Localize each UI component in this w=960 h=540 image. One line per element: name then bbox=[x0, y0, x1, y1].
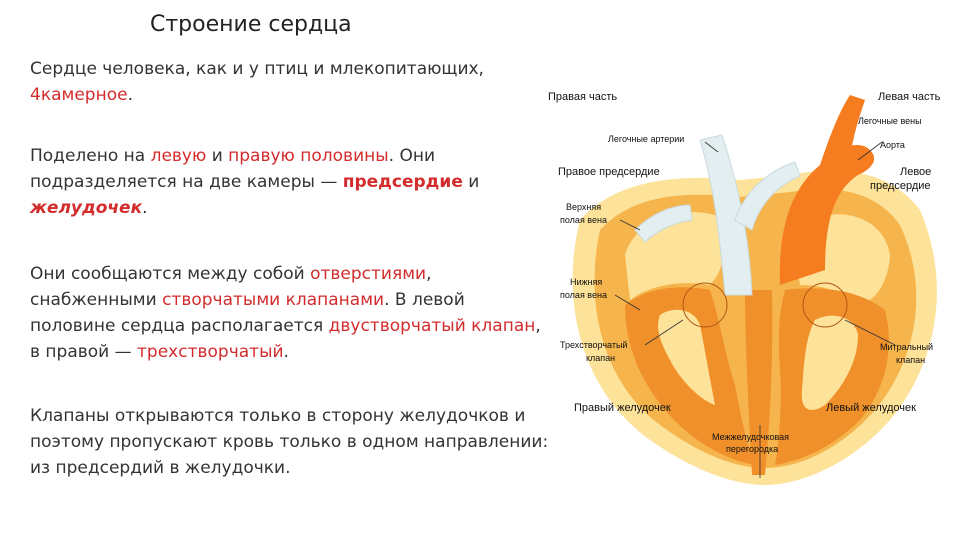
label-right-atrium: Правое предсердие bbox=[558, 166, 660, 178]
paragraph-direction: Клапаны открываются только в сторону желудочков и поэтому пропускают кровь только в одном направлении: из предсердий в желудочки. bbox=[30, 406, 549, 478]
heart-diagram bbox=[540, 80, 960, 520]
label-left-ventricle: Левый желудочек bbox=[826, 402, 916, 414]
label-svc-2: полая вена bbox=[560, 215, 607, 225]
paragraph-valves: Они сообщаются между собой отверстиями, снабженными створчатыми клапанами. В левой половине сердца располагается двустворчатый клапан, в правой — трехстворчатый. bbox=[30, 264, 541, 362]
highlight-leaflet-valves: створчатыми клапанами bbox=[162, 290, 385, 310]
label-left-part: Левая часть bbox=[878, 91, 941, 103]
paragraph-halves: Поделено на левую и правую половины. Они подразделяется на две камеры — предсердие и желудочек. bbox=[30, 146, 480, 218]
label-pulmonary-veins: Легочные вены bbox=[858, 116, 922, 126]
label-aorta: Аорта bbox=[880, 140, 905, 150]
highlight-ventricle: желудочек bbox=[30, 198, 143, 218]
highlight-four-chamber: 4камерное bbox=[30, 85, 128, 105]
label-ivc-1: Нижняя bbox=[570, 277, 603, 287]
label-mitral-2: клапан bbox=[896, 355, 926, 365]
label-right-part: Правая часть bbox=[548, 91, 618, 103]
label-left-atrium-1: Левое bbox=[900, 166, 932, 178]
highlight-left: левую bbox=[150, 146, 207, 166]
label-right-ventricle: Правый желудочек bbox=[574, 402, 671, 414]
label-tricuspid-2: клапан bbox=[586, 353, 616, 363]
label-ivc-2: полая вена bbox=[560, 290, 607, 300]
highlight-openings: отверстиями bbox=[310, 264, 427, 284]
highlight-atrium: предсердие bbox=[342, 172, 463, 192]
label-mitral-1: Митральный bbox=[880, 342, 934, 352]
label-septum-2: перегородка bbox=[726, 444, 779, 454]
highlight-right-halves: правую половины bbox=[228, 146, 389, 166]
label-svc-1: Верхняя bbox=[566, 202, 602, 212]
paragraph-four-chamber: Сердце человека, как и у птиц и млекопитающих, 4камерное. bbox=[30, 59, 484, 105]
label-left-atrium-2: предсердие bbox=[870, 180, 931, 192]
page-title: Строение сердца bbox=[150, 12, 352, 37]
label-tricuspid-1: Трехстворчатый bbox=[560, 340, 628, 350]
label-septum-1: Межжелудочковая bbox=[712, 432, 790, 442]
highlight-bicuspid: двустворчатый клапан bbox=[328, 316, 536, 336]
highlight-tricuspid: трехстворчатый bbox=[137, 342, 284, 362]
label-pulmonary-arteries: Легочные артерии bbox=[608, 134, 685, 144]
